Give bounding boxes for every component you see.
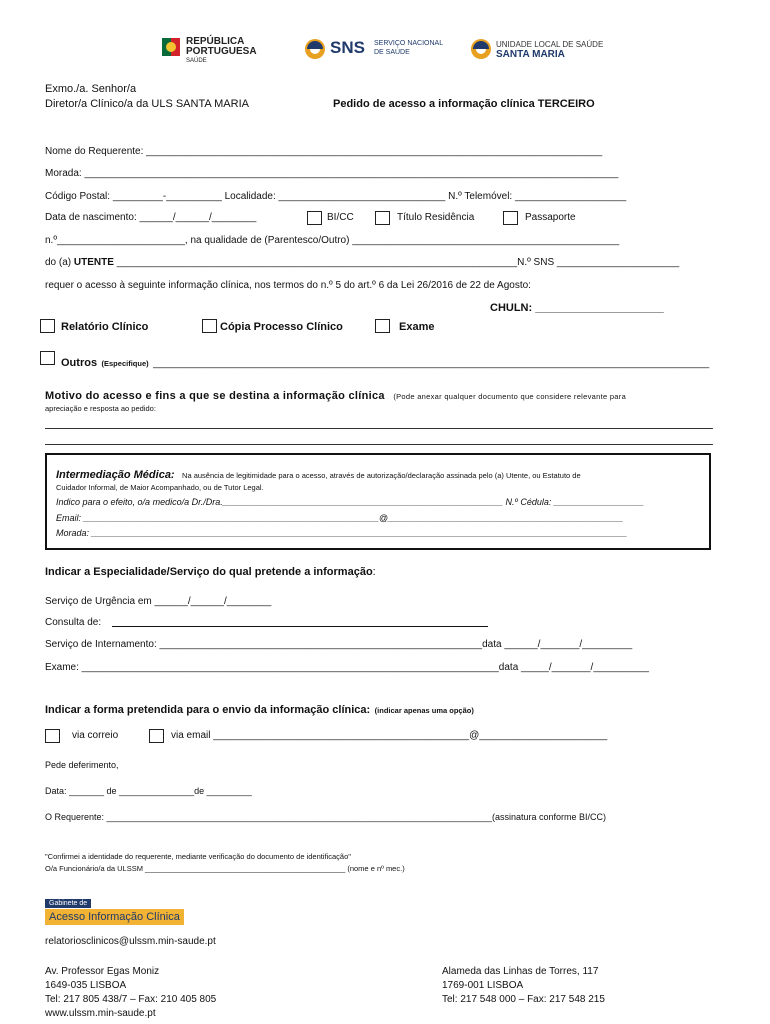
birth-date-label: Data de nascimento: ______/______/________ xyxy=(45,212,257,223)
chuln-field[interactable]: CHULN: _____________________ xyxy=(490,302,664,314)
medico-morada-field[interactable]: Morada: ___________________________________________________________________________________________________________ xyxy=(56,528,628,538)
outros-line: ____________________________________________________________________________________________________ xyxy=(153,358,710,369)
requester-name-field[interactable]: Nome do Requerente: __________________________________________________________________________________ xyxy=(45,146,603,157)
medico-field[interactable]: Indico para o efeito, o/a medico/a Dr./Dra.________________________________________________________ N.º Cédula: __________________ xyxy=(56,497,644,507)
relatorio-checkbox[interactable] xyxy=(40,319,55,333)
sns-main: SNS xyxy=(330,38,365,57)
document-number-field[interactable]: n.º_______________________, na qualidade de (Parentesco/Outro) ________________________________________________ xyxy=(45,235,620,246)
titulo-residencia-checkbox[interactable] xyxy=(375,211,390,225)
footer-right-3: Tel: 217 548 000 – Fax: 217 548 215 xyxy=(442,994,605,1005)
envio-heading xyxy=(45,700,474,718)
urgencia-field[interactable]: Serviço de Urgência em ______/______/________ xyxy=(45,596,272,607)
titulo-residencia-label: Título Residência xyxy=(397,212,475,223)
motivo-note2: apreciação e resposta ao pedido: xyxy=(45,404,156,413)
sns-emblem-icon xyxy=(304,38,326,60)
medico-email-field[interactable]: Email: ___________________________________________________________@_______________________________________________ xyxy=(56,513,624,523)
date-field[interactable]: Data: _______ de _______________de _________ xyxy=(45,786,252,796)
via-email-field[interactable]: via email ______________________________________________@_______________________ xyxy=(171,730,608,741)
bi-cc-checkbox[interactable] xyxy=(307,211,322,225)
outros-checkbox[interactable] xyxy=(40,351,55,365)
pede-deferimento: Pede deferimento, xyxy=(45,760,119,770)
utente-prefix: do (a) xyxy=(45,257,72,268)
copia-processo-label: Cópia Processo Clínico xyxy=(220,321,343,333)
uls-line2: SANTA MARIA xyxy=(496,49,565,60)
envio-title: Indicar a forma pretendida para o envio da informação clínica: xyxy=(45,704,371,716)
rp-name-line1: REPÚBLICA xyxy=(186,36,245,47)
exame-checkbox[interactable] xyxy=(375,319,390,333)
especialidade-heading xyxy=(45,566,376,578)
exame-date-field[interactable]: Exame: ___________________________________________________________________________data _____/_______/__________ xyxy=(45,662,649,673)
especialidade-colon: : xyxy=(372,566,376,578)
motivo-title: Motivo do acesso e fins a que se destina a informação clínica xyxy=(45,390,385,402)
requerente-signature-field[interactable]: O Requerente: _____________________________________________________________________________(assinatura conforme BI/CC) xyxy=(45,812,606,822)
uls-line1: UNIDADE LOCAL DE SAÚDE xyxy=(496,40,604,49)
addressee-line1: Exmo./a. Senhor/a xyxy=(45,83,137,95)
sns-sub2: DE SAÚDE xyxy=(374,49,410,56)
confirm-statement: "Confirmei a identidade do requerente, mediante verificação do documento de identificação" xyxy=(45,852,351,861)
consulta-label: Consulta de: xyxy=(45,617,102,628)
page-title: Pedido de acesso a informação clínica TERCEIRO xyxy=(333,98,595,110)
uls-emblem-icon xyxy=(470,38,492,60)
footer-left-1: Av. Professor Egas Moniz xyxy=(45,966,160,977)
requester-postal-field[interactable]: Código Postal: _________-__________ Localidade: ______________________________ N.º Telemóvel: ____________________ xyxy=(45,191,627,202)
outros-label: Outros xyxy=(61,357,98,369)
birth-date-field[interactable] xyxy=(45,212,256,223)
utente-rest: ________________________________________________________________________N.º SNS ______________________ xyxy=(116,257,680,268)
exame-label: Exame xyxy=(399,321,435,333)
motivo-line-1[interactable] xyxy=(45,428,713,429)
utente-field[interactable] xyxy=(45,257,679,268)
funcionario-field[interactable]: O/a Funcionário/a da ULSSM ________________________________________________ (nome e nº mec.) xyxy=(45,864,405,873)
footer-left-2: 1649-035 LISBOA xyxy=(45,980,127,991)
motivo-note: (Pode anexar qualquer documento que considere relevante para xyxy=(393,392,627,401)
utente-label: UTENTE xyxy=(73,257,114,268)
rp-name-line3: SAÚDE xyxy=(186,58,207,64)
footer-email: relatoriosclinicos@ulssm.min-saude.pt xyxy=(45,936,216,947)
via-correio-checkbox[interactable] xyxy=(45,729,60,743)
intermediacao-title: Intermediação Médica: xyxy=(56,469,175,481)
outros-note: (Especifique) xyxy=(101,359,149,368)
via-correio-label: via correio xyxy=(72,730,119,741)
rp-name-line2: PORTUGUESA xyxy=(186,46,257,57)
via-email-checkbox[interactable] xyxy=(149,729,164,743)
footer-right-1: Alameda das Linhas de Torres, 117 xyxy=(442,966,599,977)
motivo-line-2[interactable] xyxy=(45,444,713,445)
passaporte-checkbox[interactable] xyxy=(503,211,518,225)
motivo-heading xyxy=(45,386,626,404)
sns-sub1: SERVIÇO NACIONAL xyxy=(374,40,444,47)
especialidade-title: Indicar a Especialidade/Serviço do qual pretende a informação xyxy=(45,566,373,578)
envio-note: (indicar apenas uma opção) xyxy=(374,706,474,715)
outros-field[interactable] xyxy=(61,353,709,371)
consulta-line[interactable] xyxy=(112,626,488,627)
requester-address-field[interactable]: Morada: ________________________________________________________________________________________________ xyxy=(45,168,619,179)
intermediacao-text2: Cuidador Informal, de Maior Acompanhado, ou de Tutor Legal. xyxy=(56,483,264,492)
addressee-line2: Diretor/a Clínico/a da ULS SANTA MARIA xyxy=(45,98,249,110)
bi-cc-label: BI/CC xyxy=(327,212,354,223)
footer-right-2: 1769-001 LISBOA xyxy=(442,980,524,991)
gabinete-badge: Gabinete de xyxy=(45,899,91,908)
relatorio-label: Relatório Clínico xyxy=(61,321,149,333)
requests-statement: requer o acesso à seguinte informação clínica, nos termos do n.º 5 do art.º 6 da Lei 26/2016 de 22 de Agosto: xyxy=(45,280,531,291)
copia-processo-checkbox[interactable] xyxy=(202,319,217,333)
intermediacao-text1: Na ausência de legitimidade para o acesso, através de autorização/declaração assinada pelo (a) Utente, ou Estatuto de xyxy=(182,471,581,480)
intermediacao-header xyxy=(56,465,581,483)
rp-emblem-icon xyxy=(160,36,182,58)
acesso-informacao-badge: Acesso Informação Clínica xyxy=(45,909,184,925)
passaporte-label: Passaporte xyxy=(525,212,576,223)
footer-left-3: Tel: 217 805 438/7 – Fax: 210 405 805 xyxy=(45,994,217,1005)
footer-left-4: www.ulssm.min-saude.pt xyxy=(45,1008,156,1019)
internamento-field[interactable]: Serviço de Internamento: __________________________________________________________data ______/_______/_________ xyxy=(45,639,633,650)
